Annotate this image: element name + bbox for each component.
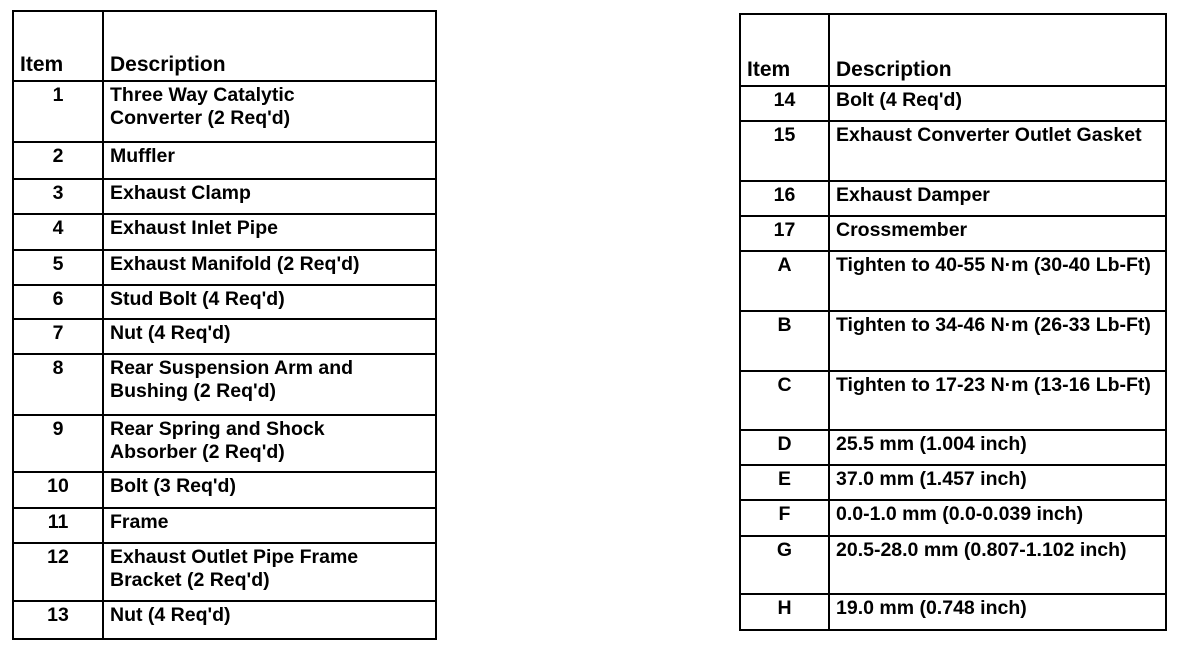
item-description: Frame <box>103 508 436 543</box>
item-column-header: Item <box>740 14 829 86</box>
item-number: 9 <box>13 415 103 472</box>
table-row <box>740 251 1166 311</box>
item-description: 25.5 mm (1.004 inch) <box>829 430 1166 465</box>
item-description: Crossmember <box>829 216 1166 251</box>
item-number: H <box>740 594 829 630</box>
table-row <box>740 536 1166 594</box>
table-row <box>13 214 436 250</box>
table-row <box>740 594 1166 630</box>
item-description: Bolt (4 Req'd) <box>829 86 1166 121</box>
item-number: 17 <box>740 216 829 251</box>
item-number: 5 <box>13 250 103 285</box>
table-header-row <box>740 14 1166 86</box>
table-row <box>13 81 436 142</box>
item-description: 0.0-1.0 mm (0.0-0.039 inch) <box>829 500 1166 536</box>
table-row <box>13 250 436 285</box>
table-row <box>740 86 1166 121</box>
item-number: E <box>740 465 829 500</box>
item-number: F <box>740 500 829 536</box>
table-row <box>740 430 1166 465</box>
description-text: Rear Spring and Shock Absorber (2 Req'd) <box>110 418 325 463</box>
item-number: 7 <box>13 319 103 354</box>
description-column-header: Description <box>829 14 1166 86</box>
item-number: 4 <box>13 214 103 250</box>
item-number: 2 <box>13 142 103 179</box>
table-row <box>13 472 436 508</box>
item-number: 3 <box>13 179 103 214</box>
item-number: G <box>740 536 829 594</box>
table-row <box>13 354 436 415</box>
item-description: Rear Suspension Arm and Bushing (2 Req'd) <box>103 354 436 415</box>
item-description: 20.5-28.0 mm (0.807-1.102 inch) <box>829 536 1166 594</box>
item-number: 15 <box>740 121 829 181</box>
table-row <box>13 601 436 639</box>
item-description: Tighten to 34-46 N·m (26-33 Lb-Ft) <box>829 311 1166 371</box>
item-number: 13 <box>13 601 103 639</box>
item-number: C <box>740 371 829 430</box>
item-number: 11 <box>13 508 103 543</box>
item-number: B <box>740 311 829 371</box>
item-description <box>103 415 436 472</box>
item-description <box>103 81 436 142</box>
table-row <box>13 508 436 543</box>
table-row <box>13 415 436 472</box>
item-column-header: Item <box>13 11 103 81</box>
item-number: 6 <box>13 285 103 319</box>
table-row <box>740 371 1166 430</box>
item-description: Exhaust Manifold (2 Req'd) <box>103 250 436 285</box>
item-description: Exhaust Inlet Pipe <box>103 214 436 250</box>
item-number: A <box>740 251 829 311</box>
table-row <box>740 216 1166 251</box>
table-row <box>740 311 1166 371</box>
table-row <box>13 543 436 601</box>
item-number: 10 <box>13 472 103 508</box>
table-row <box>740 500 1166 536</box>
item-number: 1 <box>13 81 103 142</box>
item-description: Tighten to 17-23 N·m (13-16 Lb-Ft) <box>829 371 1166 430</box>
table-row <box>740 121 1166 181</box>
description-column-header: Description <box>103 11 436 81</box>
item-description: Nut (4 Req'd) <box>103 601 436 639</box>
item-description: Stud Bolt (4 Req'd) <box>103 285 436 319</box>
item-description: Exhaust Converter Outlet Gasket <box>829 121 1166 181</box>
item-number: 16 <box>740 181 829 216</box>
item-number: 12 <box>13 543 103 601</box>
table-row <box>740 181 1166 216</box>
item-description: Exhaust Outlet Pipe Frame Bracket (2 Req'd) <box>103 543 436 601</box>
item-description: Muffler <box>103 142 436 179</box>
table-row <box>13 179 436 214</box>
item-description: Tighten to 40-55 N·m (30-40 Lb-Ft) <box>829 251 1166 311</box>
item-description: Nut (4 Req'd) <box>103 319 436 354</box>
table-row <box>13 142 436 179</box>
item-description: Exhaust Clamp <box>103 179 436 214</box>
item-description: Exhaust Damper <box>829 181 1166 216</box>
parts-table-left <box>12 10 437 640</box>
table-header-row <box>13 11 436 81</box>
parts-table-right <box>739 13 1167 631</box>
item-number: 8 <box>13 354 103 415</box>
item-description: 37.0 mm (1.457 inch) <box>829 465 1166 500</box>
item-number: 14 <box>740 86 829 121</box>
item-description: 19.0 mm (0.748 inch) <box>829 594 1166 630</box>
table-row <box>740 465 1166 500</box>
item-description: Bolt (3 Req'd) <box>103 472 436 508</box>
table-row <box>13 285 436 319</box>
table-row <box>13 319 436 354</box>
item-number: D <box>740 430 829 465</box>
description-text: Three Way Catalytic Converter (2 Req'd) <box>110 84 295 129</box>
